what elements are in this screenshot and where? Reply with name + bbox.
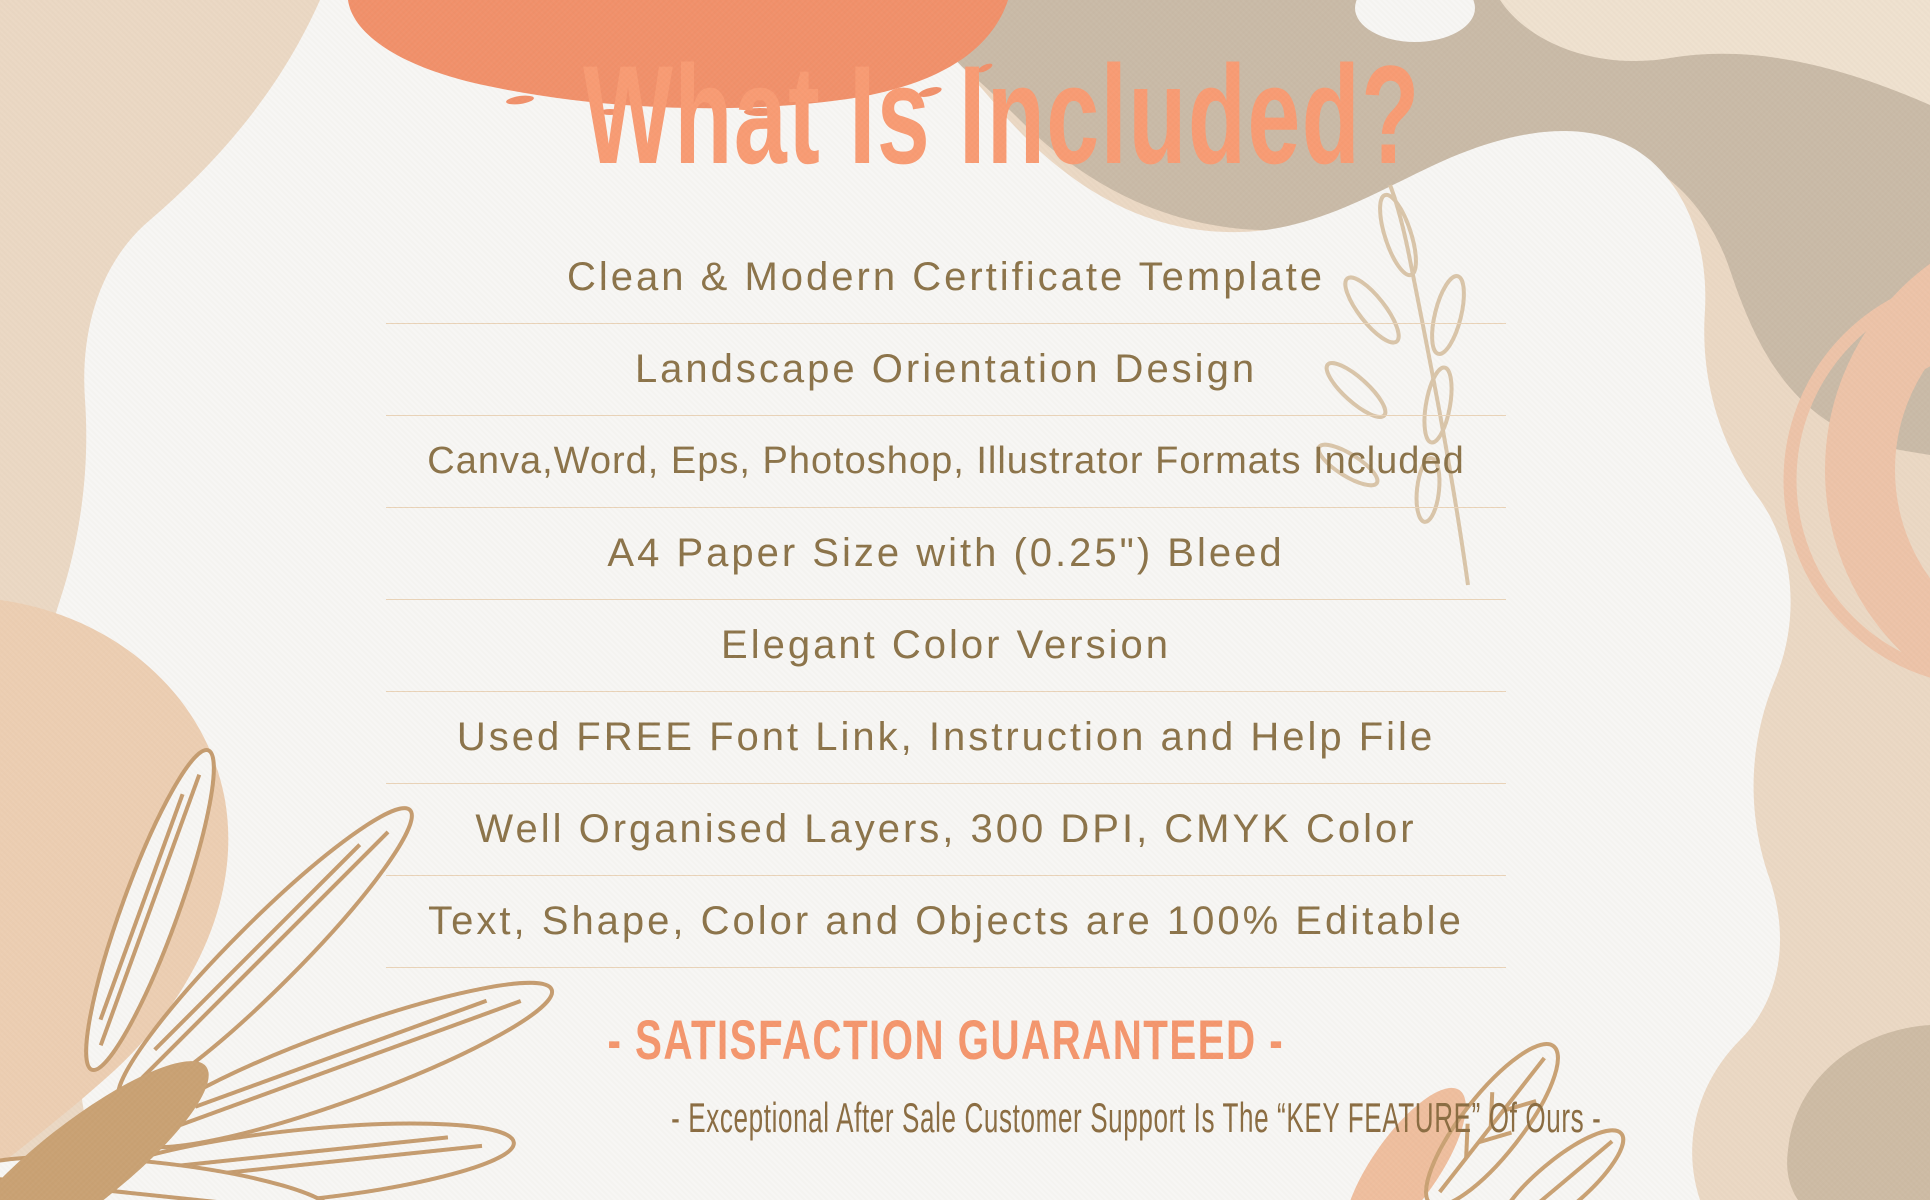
list-item-text: Used FREE Font Link, Instruction and Help File <box>456 715 1436 759</box>
page-title <box>386 30 1506 200</box>
list-item <box>386 784 1506 876</box>
support-note <box>386 1088 1602 1148</box>
list-item-text: Canva,Word, Eps, Photoshop, Illustrator Formats Included <box>427 440 1465 482</box>
list-item-text: Clean & Modern Certificate Template <box>567 255 1325 299</box>
list-item <box>386 324 1506 416</box>
list-item <box>386 600 1506 692</box>
feature-list <box>386 232 1506 968</box>
list-item <box>386 232 1506 324</box>
page-title-text: What Is Included? <box>583 36 1421 193</box>
guarantee-heading <box>386 1005 1506 1075</box>
list-item-text: Text, Shape, Color and Objects are 100% Editable <box>428 899 1464 943</box>
list-item-text: Elegant Color Version <box>721 623 1171 667</box>
list-item-text: A4 Paper Size with (0.25") Bleed <box>607 531 1285 575</box>
list-item-text: Well Organised Layers, 300 DPI, CMYK Color <box>475 807 1417 851</box>
list-item <box>386 876 1506 968</box>
list-item <box>386 416 1506 508</box>
list-item <box>386 692 1506 784</box>
content-panel <box>386 0 1602 1200</box>
guarantee-text: - SATISFACTION GUARANTEED - <box>607 1008 1285 1071</box>
support-note-text: - Exceptional After Sale Customer Support Is The “KEY FEATURE” Of Ours - <box>671 1094 1602 1141</box>
list-item-text: Landscape Orientation Design <box>634 347 1258 391</box>
list-item <box>386 508 1506 600</box>
